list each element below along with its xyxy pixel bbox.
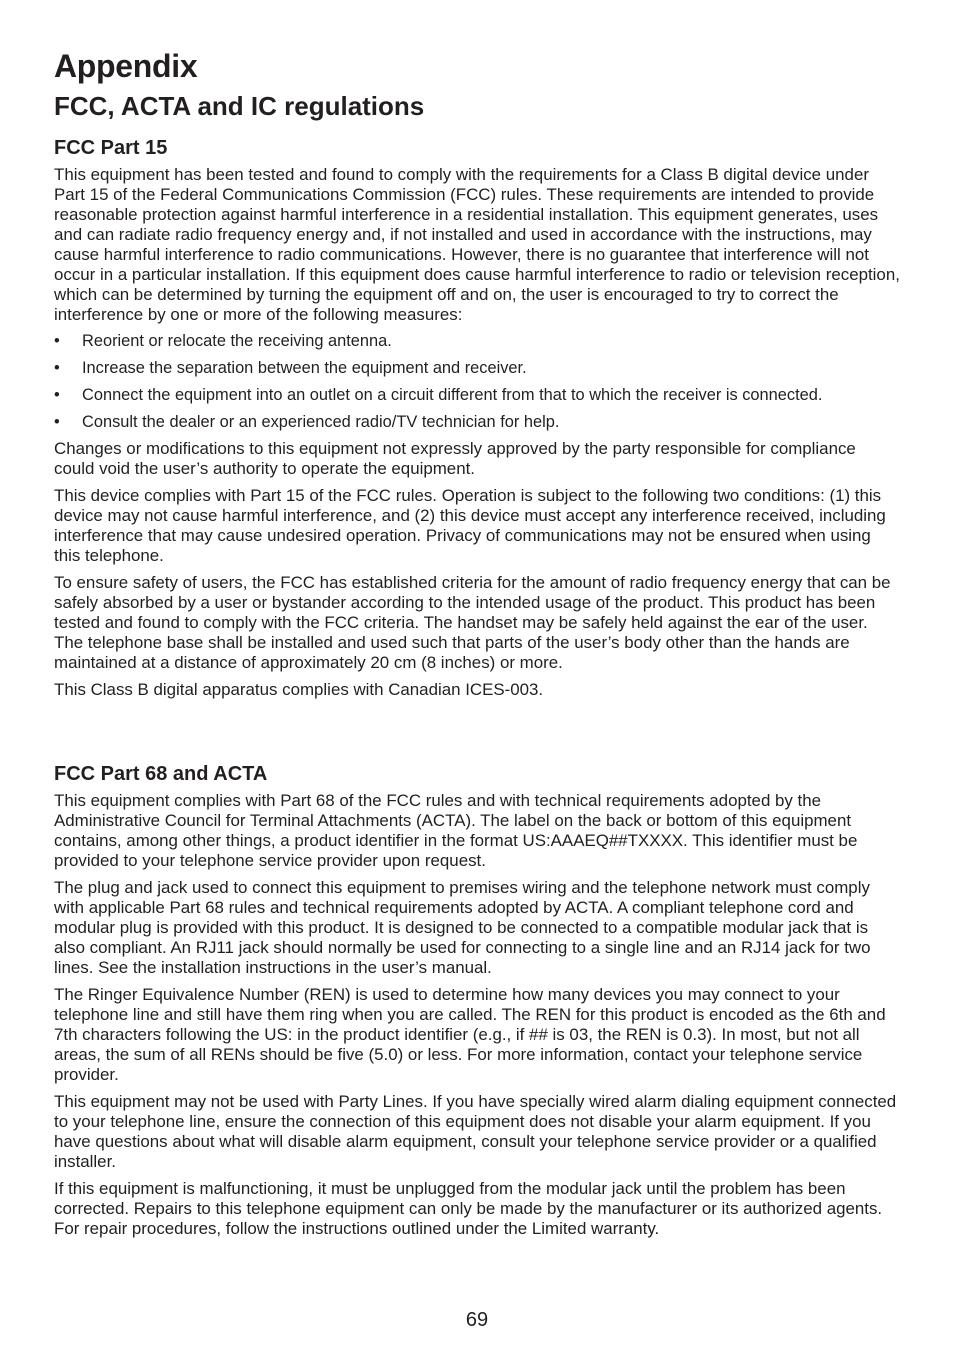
- bullet-list-measures: [54, 331, 900, 432]
- page-number: 69: [465, 1309, 489, 1331]
- bullet-icon: •: [54, 332, 60, 350]
- paragraph-malfunction: If this equipment is malfunctioning, it must be unplugged from the modular jack until the problem has been corrected. Repairs to this telephone equipment can only be made by the manufacturer or its authorized agents. For repair procedures, follow the instructions outlined under the Limited warranty.: [54, 1179, 883, 1238]
- list-item-text: Consult the dealer or an experienced radio/TV technician for help.: [82, 413, 560, 431]
- paragraph-party-lines: This equipment may not be used with Party Lines. If you have specially wired alarm dialing equipment connected to your telephone line, ensure the connection of this equipment does not disable your alarm equipment. If you have questions about what will disable alarm equipment, consult your telephone service provider or a qualified installer.: [54, 1092, 897, 1171]
- section-heading-fcc-part-15: FCC Part 15: [54, 137, 168, 159]
- list-item: [54, 331, 900, 351]
- section-fcc-part-15: [54, 136, 900, 700]
- page-title: Appendix: [54, 48, 198, 84]
- paragraph-ren: The Ringer Equivalence Number (REN) is used to determine how many devices you may connect to your telephone line and still have them ring when you are called. The REN for this product is encoded as the 6th and 7th characters following the US: in the product identifier (e.g., if ## is 03, the REN is 0.3). In most, but not all areas, the sum of all RENs should be five (5.0) or less. For more information, contact your telephone service provider.: [54, 985, 886, 1084]
- list-item: [54, 385, 900, 405]
- paragraph-part15-compliance: This device complies with Part 15 of the FCC rules. Operation is subject to the following two conditions: (1) this device may not cause harmful interference, and (2) this device must accept any interference received, including interference that may cause undesired operation. Privacy of communications may not be ensured when using this telephone.: [54, 486, 886, 565]
- paragraph-intro: This equipment has been tested and found to comply with the requirements for a Class B digital device under Part 15 of the Federal Communications Commission (FCC) rules. These requirements are intended to provide reasonable protection against harmful interference in a residential installation. This equipment generates, uses and can radiate radio frequency energy and, if not installed and used in accordance with the instructions, may cause harmful interference to radio communications. However, there is no guarantee that interference will not occur in a particular installation. If this equipment does cause harmful interference to radio or television reception, which can be determined by turning the equipment off and on, the user is encouraged to try to correct the interference by one or more of the following measures:: [54, 165, 900, 324]
- paragraph-part68-compliance: This equipment complies with Part 68 of the FCC rules and with technical requirements adopted by the Administrative Council for Terminal Attachments (ACTA). The label on the back or bottom of this equipment contains, among other things, a product identifier in the format US:AAAEQ##TXXXX. This identifier must be provided to your telephone service provider upon request.: [54, 791, 858, 870]
- bullet-icon: •: [54, 359, 60, 377]
- list-item: [54, 412, 900, 432]
- section-heading-fcc-part-68: FCC Part 68 and ACTA: [54, 763, 268, 785]
- bullet-icon: •: [54, 413, 60, 431]
- paragraph-ices-003: This Class B digital apparatus complies with Canadian ICES-003.: [54, 680, 544, 699]
- document-page: [54, 46, 900, 1239]
- list-item: [54, 358, 900, 378]
- bullet-icon: •: [54, 386, 60, 404]
- section-fcc-part-68: [54, 762, 900, 1239]
- list-item-text: Increase the separation between the equipment and receiver.: [82, 359, 527, 377]
- paragraph-rf-safety: To ensure safety of users, the FCC has established criteria for the amount of radio frequency energy that can be safely absorbed by a user or bystander according to the intended usage of the product. This product has been tested and found to comply with the FCC criteria. The handset may be safely held against the ear of the user. The telephone base shall be installed and used such that parts of the user’s body other than the hands are maintained at a distance of approximately 20 cm (8 inches) or more.: [54, 573, 891, 672]
- list-item-text: Connect the equipment into an outlet on a circuit different from that to which the receiver is connected.: [82, 386, 823, 404]
- page-subtitle: FCC, ACTA and IC regulations: [54, 91, 425, 121]
- list-item-text: Reorient or relocate the receiving antenna.: [82, 332, 392, 350]
- paragraph-modifications: Changes or modifications to this equipment not expressly approved by the party responsible for compliance could void the user’s authority to operate the equipment.: [54, 439, 856, 478]
- paragraph-plug-and-jack: The plug and jack used to connect this equipment to premises wiring and the telephone network must comply with applicable Part 68 rules and technical requirements adopted by ACTA. A compliant telephone cord and modular plug is provided with this product. It is designed to be connected to a compatible modular jack that is also compliant. An RJ11 jack should normally be used for connecting to a single line and an RJ14 jack for two lines. See the installation instructions in the user’s manual.: [54, 878, 871, 977]
